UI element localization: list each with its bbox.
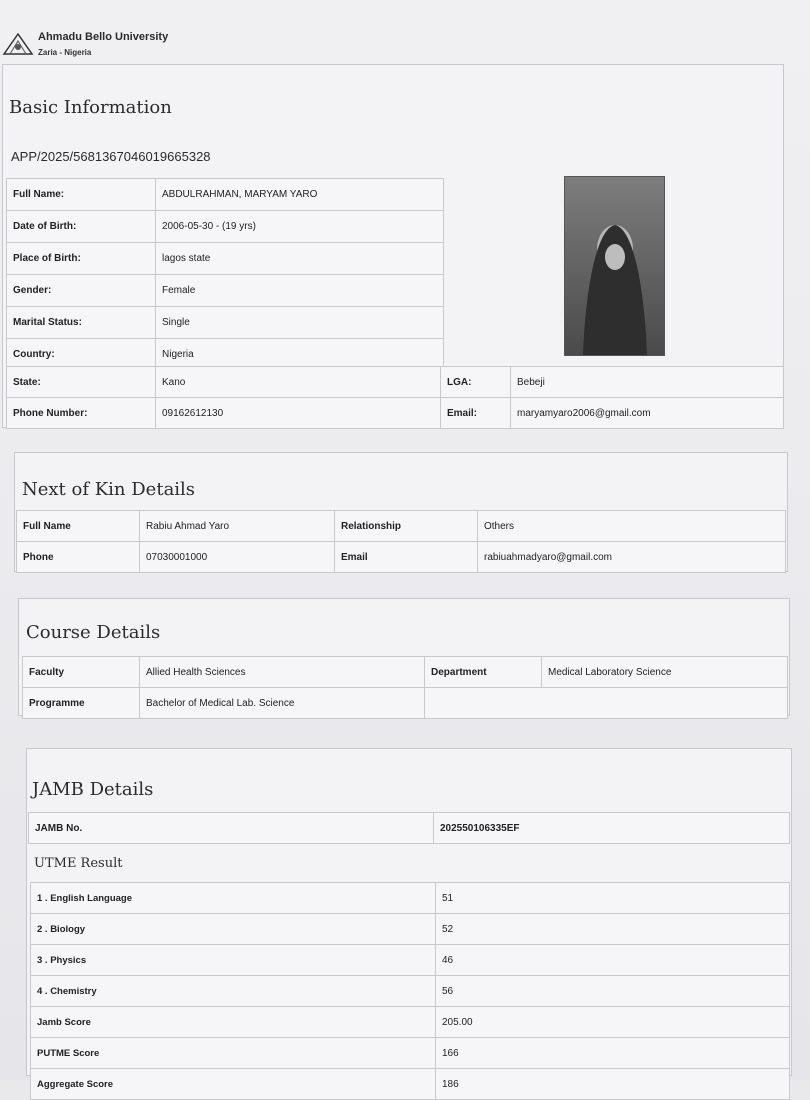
phone-value: 09162612130: [156, 398, 441, 429]
programme-value: Bachelor of Medical Lab. Science: [140, 688, 425, 719]
state-value: Kano: [156, 367, 441, 398]
basic-info-table: [6, 178, 444, 371]
table-row: [31, 1069, 790, 1100]
utme-result-table: [30, 882, 790, 1100]
programme-label: Programme: [23, 688, 140, 719]
subject-score: 166: [436, 1038, 790, 1069]
lga-value: Bebeji: [511, 367, 784, 398]
jamb-no-table: [28, 812, 790, 844]
state-label: State:: [7, 367, 156, 398]
field-label: Gender:: [7, 275, 156, 307]
subject-score: 51: [436, 883, 790, 914]
table-row: [7, 243, 444, 275]
faculty-value: Allied Health Sciences: [140, 657, 425, 688]
table-row: [31, 976, 790, 1007]
subject-score: 56: [436, 976, 790, 1007]
field-value: lagos state: [156, 243, 444, 275]
email-value: maryamyaro2006@gmail.com: [511, 398, 784, 429]
department-value: Medical Laboratory Science: [542, 657, 788, 688]
subject-label: 3 . Physics: [31, 945, 436, 976]
utme-result-title: UTME Result: [34, 856, 123, 871]
jamb-no-value: 202550106335EF: [434, 813, 790, 844]
university-location: Zaria - Nigeria: [38, 48, 92, 57]
jamb-no-label: JAMB No.: [29, 813, 434, 844]
table-row: [7, 275, 444, 307]
kin-relationship-value: Others: [478, 511, 786, 542]
jamb-title: JAMB Details: [32, 779, 154, 800]
university-name: Ahmadu Bello University: [38, 31, 169, 43]
empty-cell: [425, 688, 788, 719]
email-label: Email:: [441, 398, 511, 429]
kin-phone-value: 07030001000: [140, 542, 335, 573]
course-table: [22, 656, 788, 719]
kin-table: [16, 510, 786, 573]
table-row: [31, 883, 790, 914]
table-row: [7, 179, 444, 211]
subject-label: Aggregate Score: [31, 1069, 436, 1100]
subject-label: 1 . English Language: [31, 883, 436, 914]
kin-name-value: Rabiu Ahmad Yaro: [140, 511, 335, 542]
course-title: Course Details: [26, 622, 161, 643]
table-row: [31, 914, 790, 945]
subject-label: PUTME Score: [31, 1038, 436, 1069]
application-number: APP/2025/5681367046019665328: [11, 149, 211, 164]
table-row: [7, 307, 444, 339]
phone-label: Phone Number:: [7, 398, 156, 429]
subject-score: 46: [436, 945, 790, 976]
subject-label: 4 . Chemistry: [31, 976, 436, 1007]
table-row: [7, 211, 444, 243]
table-row: [31, 1038, 790, 1069]
kin-phone-label: Phone: [17, 542, 140, 573]
kin-name-label: Full Name: [17, 511, 140, 542]
person-silhouette-icon: [565, 177, 664, 355]
kin-title: Next of Kin Details: [22, 479, 196, 500]
subject-score: 52: [436, 914, 790, 945]
table-row: [31, 1007, 790, 1038]
field-value: Single: [156, 307, 444, 339]
basic-info-title: Basic Information: [9, 97, 172, 118]
field-label: Full Name:: [7, 179, 156, 211]
lga-label: LGA:: [441, 367, 511, 398]
field-value: 2006-05-30 - (19 yrs): [156, 211, 444, 243]
table-row: [31, 945, 790, 976]
subject-label: 2 . Biology: [31, 914, 436, 945]
kin-relationship-label: Relationship: [335, 511, 478, 542]
header: [2, 24, 168, 64]
field-label: Marital Status:: [7, 307, 156, 339]
applicant-photo: [564, 176, 665, 356]
field-label: Country:: [7, 339, 156, 371]
field-label: Date of Birth:: [7, 211, 156, 243]
subject-label: Jamb Score: [31, 1007, 436, 1038]
university-logo-icon: [2, 28, 34, 60]
basic-contact-table: [6, 366, 784, 429]
department-label: Department: [425, 657, 542, 688]
kin-email-value: rabiuahmadyaro@gmail.com: [478, 542, 786, 573]
field-value: Female: [156, 275, 444, 307]
field-value: Nigeria: [156, 339, 444, 371]
field-label: Place of Birth:: [7, 243, 156, 275]
kin-email-label: Email: [335, 542, 478, 573]
subject-score: 205.00: [436, 1007, 790, 1038]
field-value: ABDULRAHMAN, MARYAM YARO: [156, 179, 444, 211]
faculty-label: Faculty: [23, 657, 140, 688]
subject-score: 186: [436, 1069, 790, 1100]
